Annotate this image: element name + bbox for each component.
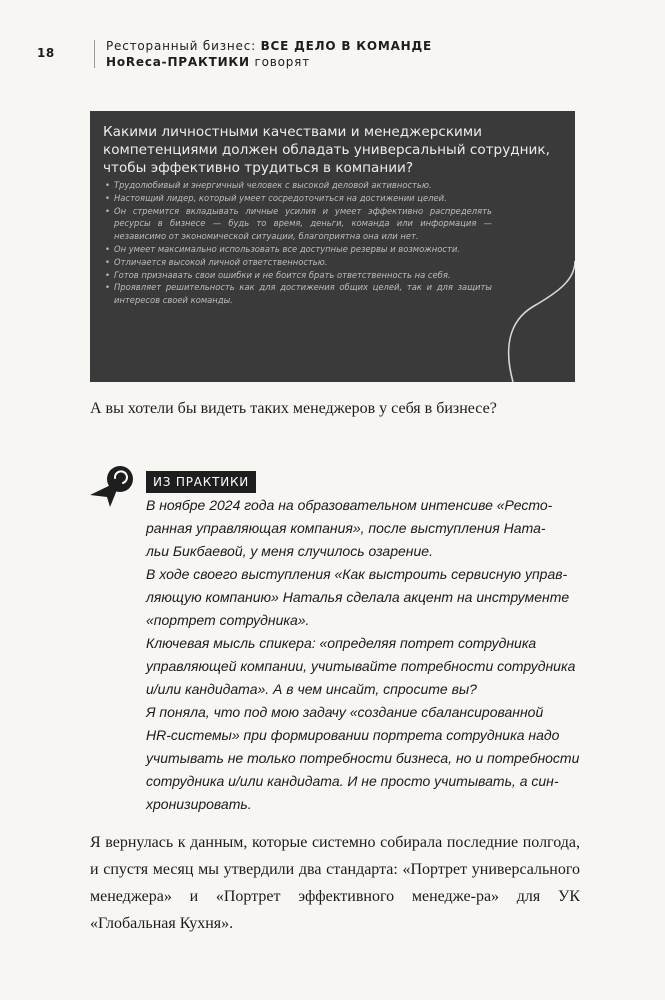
list-item: • Трудолюбивый и энергичный человек с высокой деловой активностью. — [104, 179, 492, 192]
running-header-line-2: HoReca-ПРАКТИКИ говорят — [106, 55, 310, 69]
practice-line: HR-системы» при формировании портрета сотрудника надо — [146, 727, 560, 743]
practice-line: Я поняла, что под мою задачу «создание сбалансированной — [146, 704, 544, 720]
practice-line: Ключевая мысль спикера: «определяя потрет сотрудника — [146, 635, 537, 651]
practice-line: сотрудника и/или кандидата. И не просто учитывать, а син- — [146, 773, 559, 789]
practice-line: управляющей компании, учитывайте потребности сотрудника — [146, 658, 576, 674]
practice-line: ляющую компанию» Наталья сделала акцент на инструменте — [146, 589, 570, 605]
closing-paragraph: Я вернулась к данным, которые системно собирала последние полгода, и спустя месяц мы утвердили два стандарта: «Портрет универсального менеджера» и «Портрет эффективного менедже-ра» для УК «Глобальная Кухня». — [90, 834, 580, 932]
practice-line: и/или кандидата». А в чем инсайт, спросите вы? — [146, 681, 477, 697]
question-paragraph: А вы хотели бы видеть таких менеджеров у себя в бизнесе? — [90, 400, 497, 417]
practice-text — [146, 494, 580, 816]
pointer-arrow-icon — [88, 462, 138, 512]
practice-line: В ходе своего выступления «Как выстроить сервисную управ- — [146, 566, 568, 582]
practice-line: льи Бикбаевой, у меня случилось озарение. — [146, 543, 433, 559]
practice-badge: ИЗ ПРАКТИКИ — [146, 471, 256, 493]
header-divider — [94, 40, 95, 68]
running-header-line-1: Ресторанный бизнес: ВСЕ ДЕЛО В КОМАНДЕ — [106, 39, 433, 53]
slide-bullet-list — [104, 179, 492, 307]
list-item: • Отличается высокой личной ответственностью. — [104, 256, 492, 269]
list-item: • Он умеет максимально использовать все доступные резервы и возможности. — [104, 243, 492, 256]
list-item: • Готов признавать свои ошибки и не боится брать ответственность на себя. — [104, 269, 492, 282]
list-item: • Настоящий лидер, который умеет сосредоточиться на достижении целей. — [104, 192, 492, 205]
page-number: 18 — [37, 46, 55, 60]
practice-line: хронизировать. — [146, 796, 252, 812]
practice-line: «портрет сотрудника». — [146, 612, 310, 628]
running-header — [106, 38, 432, 70]
list-item: • Проявляет решительность как для достижения общих целей, так и для защиты интересов своей команды. — [104, 281, 492, 307]
presentation-slide — [90, 111, 575, 382]
list-item: • Он стремится вкладывать личные усилия и умеет эффективно распределять ресурсы в бизнесе — будь то время, деньги, команда или информация — независимо от экономической ситуации, благоприятна она или нет. — [104, 205, 492, 243]
practice-line: В ноябре 2024 года на образовательном интенсиве «Ресто- — [146, 497, 553, 513]
practice-line: учитывать не только потребности бизнеса, но и потребности — [146, 750, 580, 766]
practice-line: ранная управляющая компания», после выступления Ната- — [146, 520, 546, 536]
slide-question: Какими личностными качествами и менеджерскими компетенциями должен обладать универсальный сотрудник, чтобы эффективно трудиться в компании? — [103, 124, 550, 176]
